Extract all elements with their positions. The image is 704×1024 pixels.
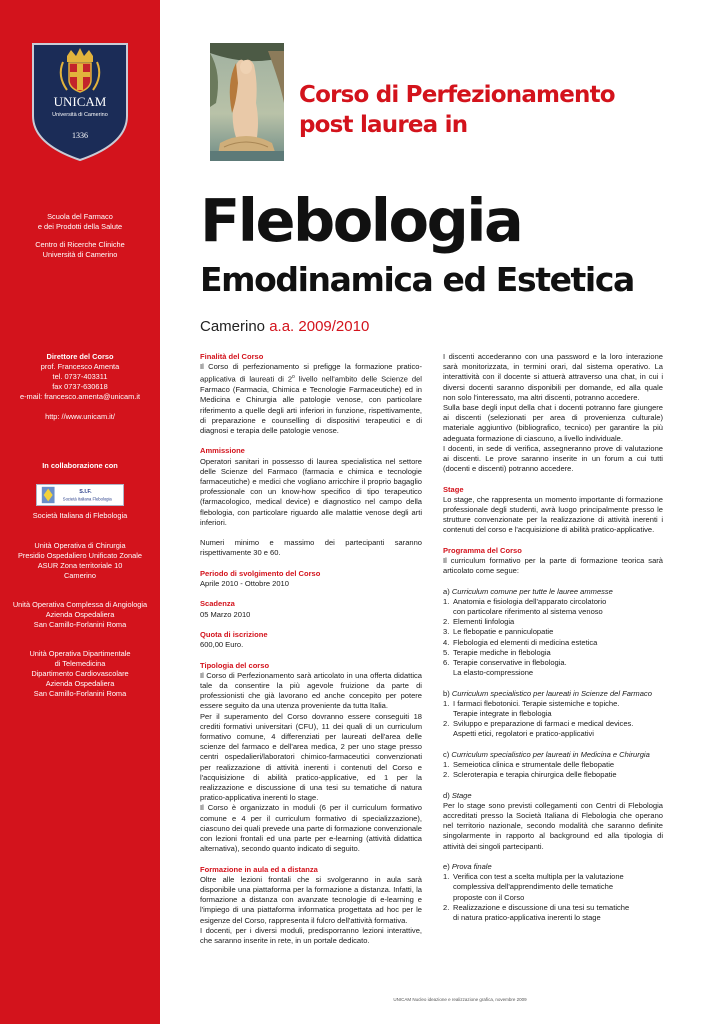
ammissione-text: Operatori sanitari in possesso di laurea specialistica nel settore delle Scienze del Farmaco (farmacia e chimica e tecnologie farmaceutiche) e medici che vogliano arricchire il proprio bagaglio professionale con un know-how specifico di tipo terapeutico (farmacologico, medical device) e diagnostico nel campo della flebologia, con particolare riguardo alle malattie venose degli arti inferiori. — [200, 456, 422, 527]
partner-block: Unità Operativa Complessa di Angiologia Azienda Ospedaliera San Camillo-Forlanini Roma — [12, 600, 148, 629]
programma-intro: Il curriculum formativo per la parte di formazione teorica sarà articolato come segue: — [443, 556, 663, 576]
school-info — [0, 212, 160, 260]
curriculum-title: d) Stage — [443, 790, 472, 800]
curriculum-title: b) Curriculum specialistico per laureati in Scienze del Farmaco — [443, 688, 652, 698]
intro-text: I docenti, in sede di verifica, assegneranno prove di valutazione ai discenti. Le prove saranno inserite in un forum a cui tutti (docenti e discenti) potranno accedere. — [443, 443, 663, 474]
list-item: 1. Semeiotica clinica e strumentale delle flebopatie — [443, 760, 615, 770]
section-heading: Ammissione — [200, 446, 245, 456]
section-heading: Scadenza — [200, 599, 235, 609]
crest-year: 1336 — [72, 131, 88, 140]
tipologia-text: Il Corso di Perfezionamento sarà articolato in una offerta didattica tale da consentire la più agevole fruizione da parte di professionisti che già lavorano ed anche concepito per potere essere seguito da una utenza proveniente da tutta Italia. — [200, 670, 422, 711]
section-heading: Tipologia del corso — [200, 660, 270, 670]
list-item: 2. Realizzazione e discussione di una tesi su tematiche di natura pratico-applicativa inerenti lo stage — [443, 902, 630, 923]
column-left — [200, 352, 422, 946]
director-name: prof. Francesco Amenta — [40, 362, 120, 371]
list-item: 3. Le flebopatie e panniculopatie — [443, 627, 554, 637]
subtitle-line: post laurea in — [299, 112, 468, 138]
center-line: Università di Camerino — [42, 250, 118, 259]
section-heading: Stage — [443, 484, 464, 494]
course-subtitle — [299, 80, 615, 140]
svg-text:Società Italiana Flebologia: Società Italiana Flebologia — [62, 496, 112, 502]
list-item: 2. Scleroterapia e terapia chirurgica delle flebopatie — [443, 770, 617, 780]
list-item: 5. Terapie mediche in flebologia — [443, 647, 551, 657]
academic-year: a.a. 2009/2010 — [269, 318, 370, 335]
column-right — [443, 352, 663, 923]
partner-block: Unità Operativa di Chirurgia Presidio Ospedaliero Unificato Zonale ASUR Zona territoriale 10 Camerino — [17, 541, 143, 580]
stage-detail-text: Per lo stage sono previsti collegamenti con Centri di Flebologia accreditati presso la Società Italiana di Flebologia che operano nel territorio nazionale, secondo modalità che saranno definite singolarmente in rapporto al background ed alla tipologia di attività dei singoli partecipanti. — [443, 800, 663, 851]
formazione-text: I docenti, per i diversi moduli, predisporranno lezioni interattive, che saranno inserite in rete, in un portale dedicato. — [200, 925, 422, 945]
scadenza-text: 05 Marzo 2010 — [200, 609, 251, 619]
website-link[interactable]: http: //www.unicam.it/ — [45, 412, 115, 421]
list-item: 4. Flebologia ed elementi di medicina estetica — [443, 637, 598, 647]
page-subtitle: Emodinamica ed Estetica — [200, 260, 634, 299]
center-line: Centro di Ricerche Cliniche — [35, 240, 125, 249]
director-tel: tel. 0737-403311 — [52, 372, 108, 381]
list-item: 2. Elementi linfologia — [443, 617, 515, 627]
list-item: 1. I farmaci flebotonici. Terapie sistemiche e topiche. Terapie integrate in flebologia — [443, 698, 620, 719]
section-heading: Programma del Corso — [443, 545, 522, 555]
list-item: 1. Verifica con test a scelta multipla per la valutazione complessiva dell'apprendimento delle tematiche proposte con il Corso — [443, 872, 624, 902]
university-crest-icon — [31, 42, 129, 162]
footer-credit: UNICAM Nucleo ideazione e realizzazione grafica, novembre 2009 — [393, 997, 527, 1002]
place-and-year — [200, 317, 369, 337]
list-item: 2. Sviluppo e preparazione di farmaci e medical devices. Aspetti etici, regolatori e pratico-applicativi — [443, 719, 634, 739]
director-contacts — [0, 352, 160, 422]
crest-university: Università di Camerino — [52, 112, 108, 118]
section-heading: Quota di iscrizione — [200, 629, 268, 639]
periodo-text: Aprile 2010 - Ottobre 2010 — [200, 578, 289, 588]
curriculum-title: e) Prova finale — [443, 862, 492, 872]
place: Camerino — [200, 318, 266, 335]
school-line: e dei Prodotti della Salute — [37, 222, 123, 231]
finalita-text: Il Corso di perfezionamento si prefigge la formazione pratico-applicativa di laureati di 2$^o$ livello nell'ambito delle Scienze del Farmaco (Farmacia, Chimica e Tecnologie Farmaceutiche) ed in Medicina e Chirurgia alle patologie venose, con particolare riferimento a quelle degli arti inferiori in funzione, rispettivamente, di preparazione e counselling di dispositivi terapeutici e di diagnosi e terapia delle patologie venose. — [200, 362, 422, 435]
intro-text: I discenti accederanno con una password e la loro interazione sarà monitorizzata, in termini orari, dal sistema operativo. La interattività con il docente si attuerà attraverso una chat, in cui i diversi docenti saranno disponibili per domande, ed alla quale non solo l'interessato, ma altri discenti, potranno accedere. — [443, 352, 663, 402]
list-item: 1. Anatomia e fisiologia dell'apparato circolatorio con particolare riferimento al sistema venoso — [443, 596, 607, 617]
venus-painting-image — [210, 43, 284, 161]
tipologia-text: Il Corso è organizzato in moduli (6 per il curriculum formativo comune e 4 per il curriculum formativo di specializzazione), ciascuno dei quali prevede una parte di formazione convenzionale con lezioni frontali ed una parte per e-learning (attività didattica alternativa), secondo quanto indicato di seguito. — [200, 803, 422, 854]
section-heading: Finalità del Corso — [200, 352, 264, 361]
curriculum-title: c) Curriculum specialistico per laureati in Medicina e Chirurgia — [443, 749, 650, 759]
section-heading: Formazione in aula ed a distanza — [200, 864, 318, 874]
stage-text: Lo stage, che rappresenta un momento importante di formazione professionale degli studenti, avrà luogo principalmente presso le strutture convenzionate per la realizzazione di attività inerenti i contenuti del corso e l'acquisizione di abilità pratico-applicative. — [443, 494, 663, 535]
sidebar — [0, 0, 160, 1024]
collab-heading: In collaborazione con — [42, 461, 118, 470]
formazione-text: Oltre alle lezioni frontali che si svolgeranno in aula sarà disponibile una piattaforma per la formazione a distanza. Infatti, la formazione a distanza con avanzate tecnologie di e-learning e l'impiego di una piattaforma informatica progettata ad hoc per le esigenze del Corso, rappresenta il fulcro dell'attività formativa. — [200, 874, 422, 925]
sif-name: Società Italiana di Flebologia — [32, 511, 128, 520]
page-title: Flebologia — [200, 186, 522, 255]
tipologia-text: Per il superamento del Corso dovranno essere conseguiti 18 crediti formativi universitari (CFU), 11 dei quali di un curriculum formativo comune, 4 differenziati per laureati dell'area delle scienze del farmaco e dell'area medica, 2 per uno stage presso centri ospedalieri/laboratori chimico-farmaceutici convenzionati per realizzazione di attività inerenti i contenuti del Corso e l'acquisizione di abilità pratico-applicative, ed 1 per la realizzazione e discussione di una tesi su tematiche di natura pratico-applicativa inerenti lo stage. — [200, 711, 422, 803]
partner-block: Unità Operativa Dipartimentale di Telemedicina Dipartimento Cardiovascolare Azienda Ospedaliera San Camillo-Forlanini Roma — [29, 649, 131, 698]
director-email[interactable]: e-mail: francesco.amenta@unicam.it — [19, 392, 141, 401]
intro-text: Sulla base degli input della chat i docenti potranno fare giungere ai discenti (selezionati per area di provenienza culturale) materiale aggiuntivo (bibliografico, tecnico) per garantire la più adeguata formazione di ciascuno, a livello individuale. — [443, 403, 663, 443]
quota-text: 600,00 Euro. — [200, 640, 244, 650]
svg-text:S.I.F.: S.I.F. — [79, 489, 92, 496]
list-item: 6. Terapie conservative in flebologia. La elasto-compressione — [443, 658, 567, 678]
section-heading: Periodo di svolgimento del Corso — [200, 568, 321, 578]
curriculum-title: a) Curriculum comune per tutte le lauree ammesse — [443, 586, 613, 596]
director-fax: fax 0737-630618 — [52, 382, 108, 391]
school-line: Scuola del Farmaco — [47, 212, 113, 221]
subtitle-line: Corso di Perfezionamento — [299, 82, 615, 108]
sif-logo-icon — [36, 484, 124, 506]
director-heading: Direttore del Corso — [46, 352, 114, 361]
crest-name: UNICAM — [53, 94, 107, 109]
partecipanti-text: Numeri minimo e massimo dei partecipanti saranno rispettivamente 30 e 60. — [200, 538, 422, 558]
